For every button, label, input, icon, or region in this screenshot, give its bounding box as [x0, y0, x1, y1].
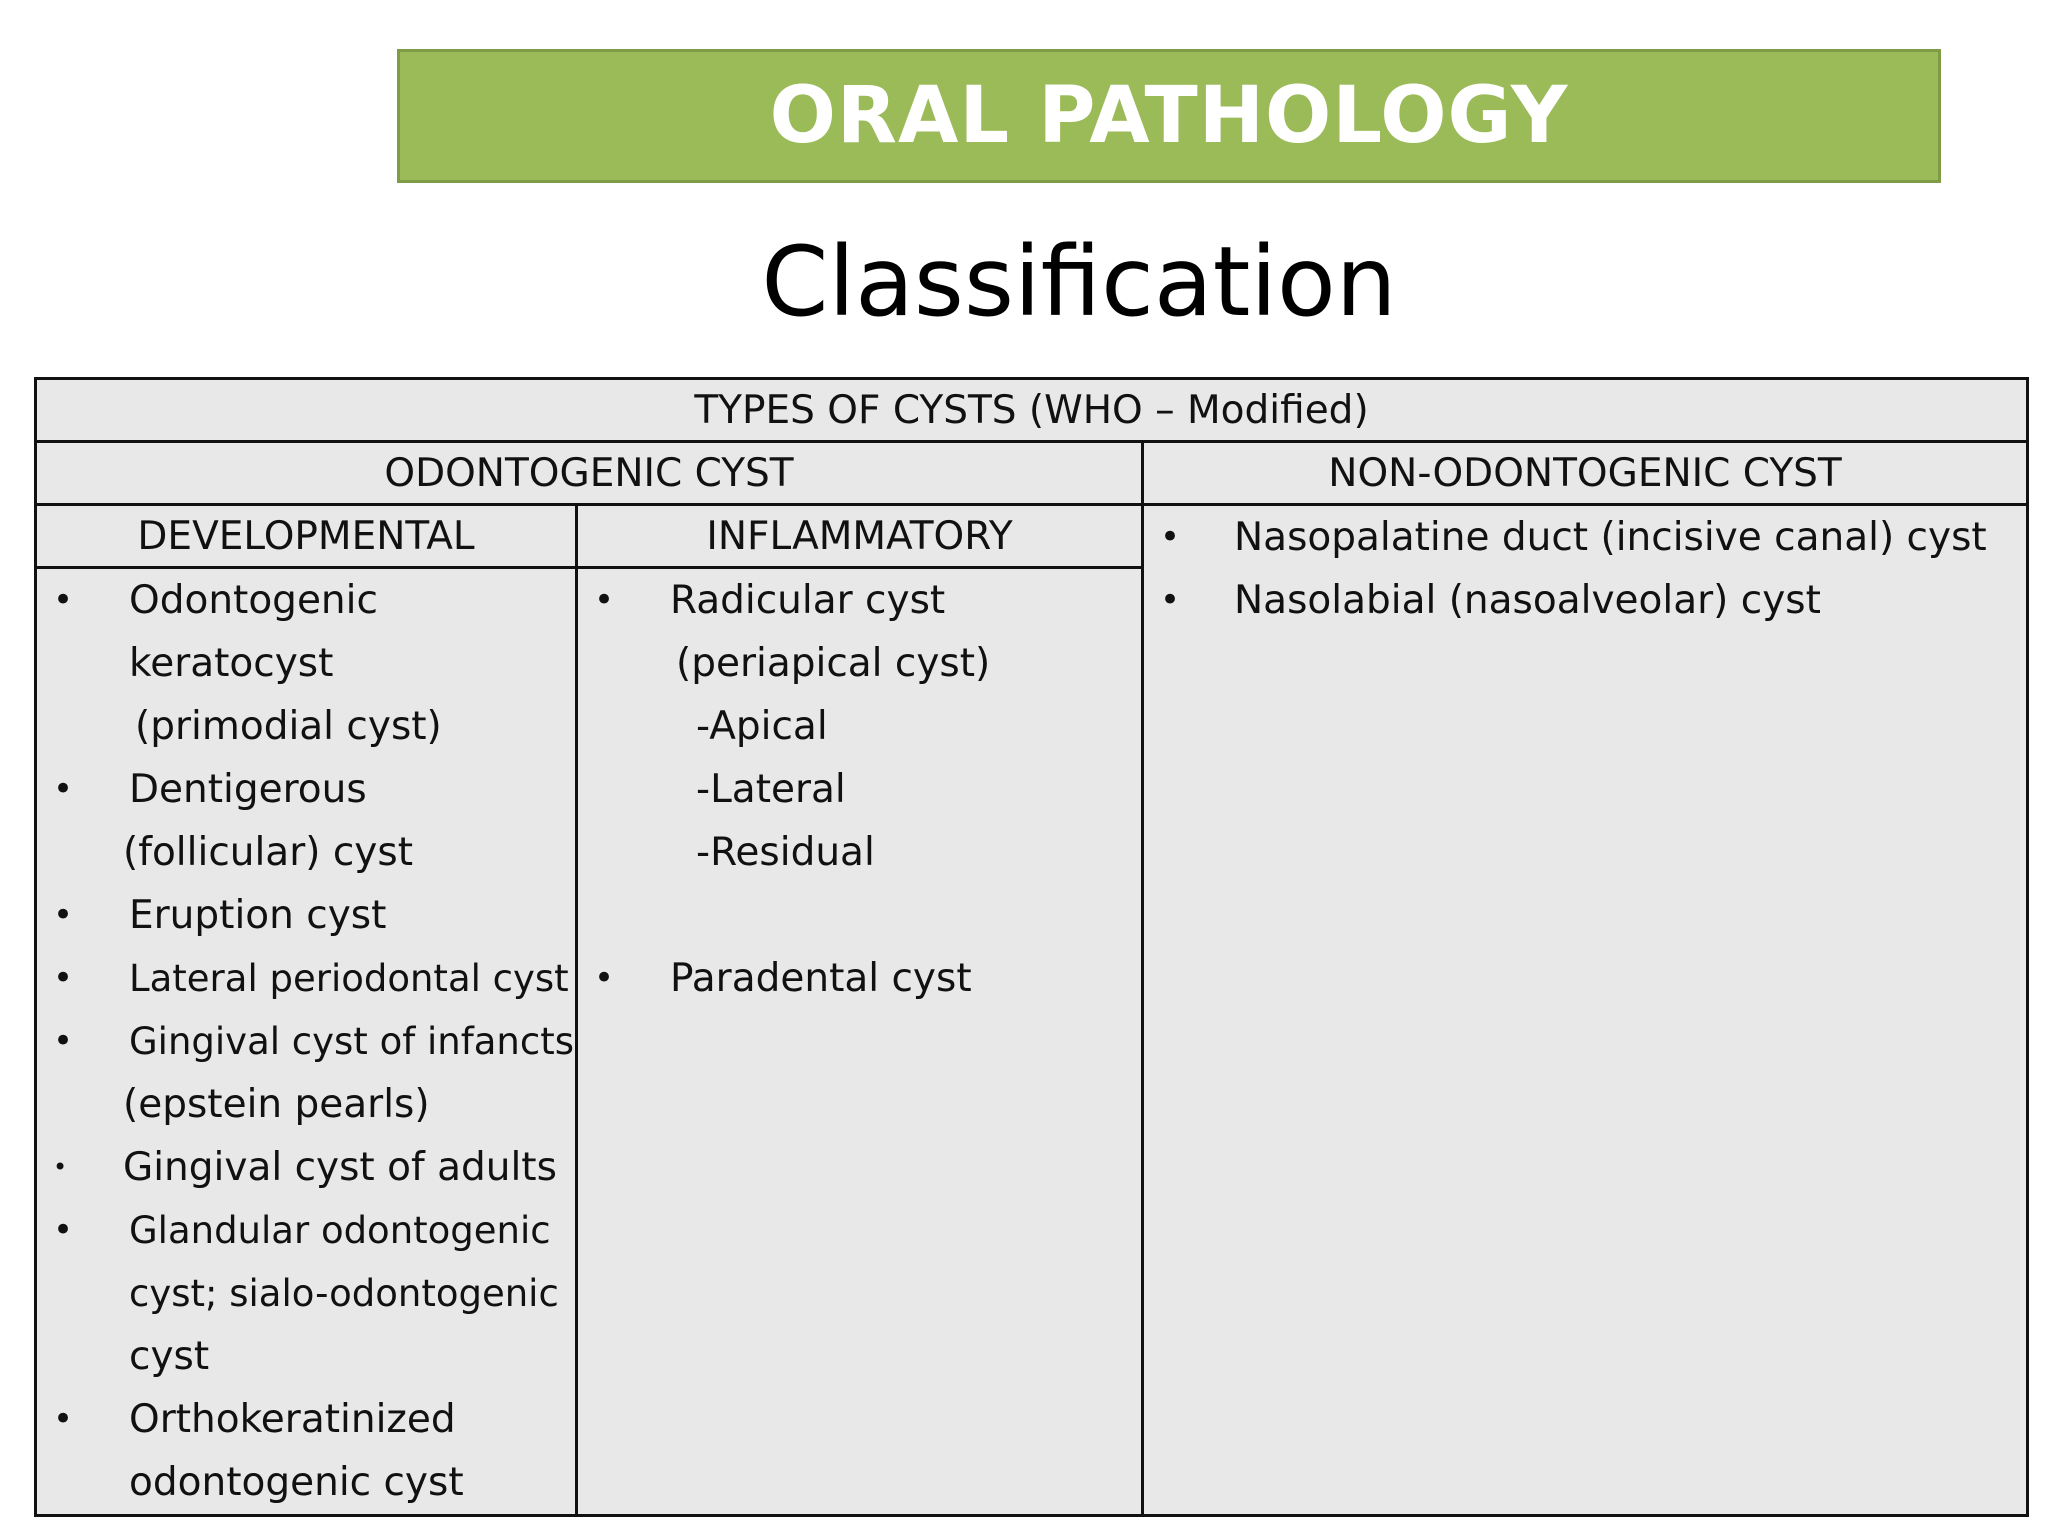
list-item: • Glandular odontogenic cyst; sialo-odontogenic cyst	[37, 1199, 575, 1388]
list-item: • Nasopalatine duct (incisive canal) cyst	[1144, 506, 2026, 569]
bullet-icon: •	[53, 958, 74, 998]
odontogenic-header: ODONTOGENIC CYST	[36, 442, 1143, 505]
list-item: • Paradental cyst	[578, 947, 1141, 1010]
inflammatory-cell	[577, 568, 1143, 1516]
list-item: • Nasolabial (nasoalveolar) cyst	[1144, 569, 2026, 632]
page-heading: Classification	[761, 226, 1397, 338]
bullet-icon: •	[53, 895, 74, 935]
bullet-icon: •	[594, 580, 615, 620]
inflammatory-header: INFLAMMATORY	[577, 505, 1143, 568]
list-item: • Odontogenic keratocyst (primodial cyst)	[37, 569, 575, 758]
bullet-icon: •	[1160, 517, 1181, 557]
bullet-icon: •	[53, 1210, 74, 1250]
non-odontogenic-list	[1144, 506, 2026, 632]
list-item: • Eruption cyst	[37, 884, 575, 947]
developmental-list	[37, 569, 575, 1514]
non-odontogenic-header: NON-ODONTOGENIC CYST	[1143, 442, 2028, 505]
developmental-cell	[36, 568, 577, 1516]
bullet-icon: •	[53, 1399, 74, 1439]
list-spacer	[578, 884, 1141, 947]
list-item: • Orthokeratinized odontogenic cyst	[37, 1388, 575, 1514]
bullet-icon: •	[594, 958, 615, 998]
list-item: • Dentigerous (follicular) cyst	[37, 758, 575, 884]
list-item: • Gingival cyst of infancts (epstein pearls)	[37, 1010, 575, 1136]
non-odontogenic-cell	[1143, 505, 2028, 1516]
table-top-header: TYPES OF CYSTS (WHO – Modified)	[36, 379, 2028, 442]
bullet-icon: •	[53, 1021, 74, 1061]
bullet-icon: •	[53, 1153, 68, 1181]
inflammatory-list	[578, 569, 1141, 1010]
bullet-icon: •	[1160, 580, 1181, 620]
list-item: • Lateral periodontal cyst	[37, 947, 575, 1010]
bullet-icon: •	[53, 580, 74, 620]
cyst-classification-table	[34, 377, 2029, 1517]
developmental-header: DEVELOPMENTAL	[36, 505, 577, 568]
list-item: • Radicular cyst (periapical cyst) -Apical -Lateral -Residual	[578, 569, 1141, 884]
banner-title: ORAL PATHOLOGY	[769, 71, 1569, 161]
title-banner	[397, 49, 1941, 183]
list-item: • Gingival cyst of adults	[37, 1136, 575, 1199]
bullet-icon: •	[53, 769, 74, 809]
